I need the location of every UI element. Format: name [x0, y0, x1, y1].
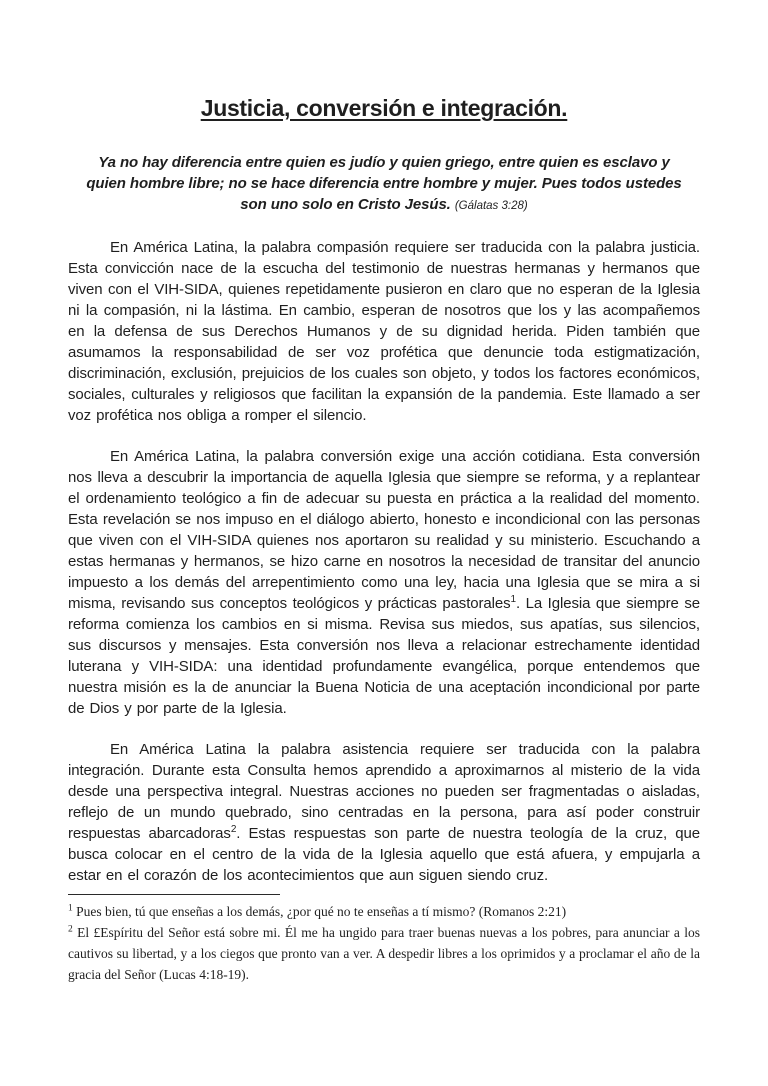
footnote-marker: 1 [68, 903, 73, 914]
footnote-ref: 2 [230, 824, 237, 835]
footnote-ref: 1 [510, 594, 516, 605]
footnote-marker: 2 [68, 924, 73, 935]
footnote: $^2$ El £Espíritu del Señor está sobre mi. Él me ha ungido para traer buenas nuevas a los pobres, para anunciar a los cautivos su libertad, y a los ciegos que pronto van a ver. A despedir libres a los oprimidos y a proclamar el año de la gracia del Señor (Lucas 4:18-19). [68, 924, 700, 982]
footnotes-list [68, 901, 700, 985]
footnote: $^1$ Pues bien, tú que enseñas a los demás, ¿por qué no te enseñas a tí mismo? (Romanos 2:21) [68, 903, 567, 919]
page-title: Justicia, conversión e integración. [200, 95, 568, 121]
paragraph: En América Latina la palabra asistencia requiere ser traducida con la palabra integración. Durante esta Consulta hemos aprendido a aproximarnos al misterio de la vida desde una perspectiva integral. Nuestras acciones no pueden ser fragmentadas o aisladas, reflejo de un mundo quebrado, sino centradas en la persona, para así poder construir respuestas abarcadoras$^2$. Estas respuestas son parte de nuestra teología de la cruz, que busca colocar en el centro de la vida de la Iglesia aquello que está afuera, y empujarla a estar en el corazón de los acontecimientos que aun siguen siendo cruz. [68, 741, 700, 884]
paragraph: En América Latina, la palabra compasión requiere ser traducida con la palabra justicia. Esta convicción nace de la escucha del testimonio de nuestras hermanas y hermanos que viven con el VIH-SIDA, quienes repetidamente pusieron en claro que no esperan de la Iglesia ni la compasión, ni la lástima. En cambio, esperan de nosotros que los y las acompañemos en la defensa de sus Derechos Humanos y de su dignidad herida. Piden también que asumamos la responsabilidad de ser voz profética que denuncie toda estigmatización, discriminación, exclusión, prejuicios de los cuales son objeto, y todos los factores económicos, sociales, culturales y religiosos que facilitan la expansión de la pandemia. Este llamado a ser voz profética nos obliga a romper el silencio. [68, 239, 700, 424]
epigraph-citation: (Gálatas 3:28) [454, 200, 528, 212]
epigraph [82, 152, 686, 217]
epigraph-text: Ya no hay diferencia entre quien es judío y quien griego, entre quien es esclavo y quien hombre libre; no se hace diferencia entre hombre y mujer. Pues todos ustedes son uno solo en Cristo Jesús. [86, 154, 682, 213]
paragraph: En América Latina, la palabra conversión exige una acción cotidiana. Esta conversión nos lleva a descubrir la importancia de aquella Iglesia que siempre se reforma, y a replantear el ordenamiento teológico a fin de adecuar su puesta en práctica a la realidad del momento. Esta revelación se nos impuso en el diálogo abierto, honesto e incondicional con las personas que viven con el VIH-SIDA quienes nos aportaron su realidad y su ministerio. Escuchando a estas hermanas y hermanos, se hizo carne en nosotros la necesidad de transitar del anuncio impuesto a los demás del arrepentimiento como una ley, hacia una Iglesia que se mira a si misma, revisando sus conceptos teológicos y prácticas pastorales$^1$. La Iglesia que siempre se reforma comienza los cambios en si misma. Revisa sus miedos, sus apatías, sus silencios, sus discursos y mensajes. Esta conversión nos lleva a relacionar estrechamente identidad luterana y VIH-SIDA: una identidad profundamente evangélica, porque entendemos que nuestra misión es la de anunciar la Buena Noticia de una aceptación incondicional por parte de Dios y por parte de la Iglesia. [68, 448, 700, 717]
paragraphs [68, 237, 700, 886]
footnote-section [68, 894, 700, 985]
footnote-separator-rule [68, 894, 280, 895]
